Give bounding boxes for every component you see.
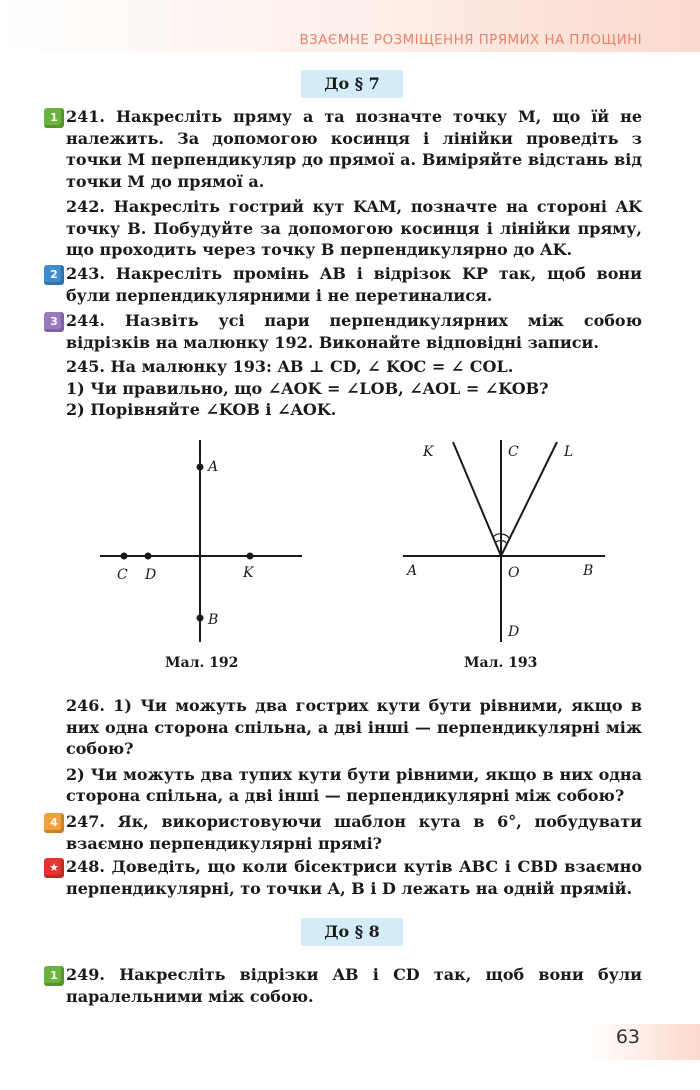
- problem-number: 246.: [66, 696, 105, 715]
- problem-number: 244.: [66, 311, 105, 330]
- chapter-title: ВЗАЄМНЕ РОЗМІЩЕННЯ ПРЯМИХ НА ПЛОЩИНІ: [299, 32, 642, 48]
- label-d: D: [508, 624, 520, 640]
- problem-line: 1) Чи правильно, що ∠AOK = ∠LOB, ∠AOL = ∠KOB?: [66, 378, 549, 398]
- point-k: [247, 553, 254, 560]
- figure-193: [395, 430, 615, 650]
- problem-243: [66, 263, 642, 306]
- label-l: L: [564, 444, 574, 460]
- problem-text: Доведіть, що коли бісектриси кутів ABC і CBD взаємно перпендикулярні, то точки A, B і D лежать на одній прямій.: [66, 857, 643, 898]
- problem-line: 2) Чи можуть два тупих кути бути рівними, якщо в них одна сторона спільна, а дві інші — перпендикулярні між собою?: [66, 764, 642, 805]
- problem-number: 243.: [66, 264, 105, 283]
- star-level-icon: ★: [44, 858, 64, 878]
- page-number-band: [590, 1024, 700, 1060]
- label-c: C: [508, 444, 519, 460]
- point-d: [145, 553, 152, 560]
- point-a: [197, 464, 204, 471]
- problem-248: [66, 856, 642, 899]
- difficulty-level-icon: 2: [44, 265, 64, 285]
- difficulty-level-icon: 3: [44, 312, 64, 332]
- problem-text: Назвіть усі пари перпендикулярних між собою відрізків на малюнку 192. Виконайте відповідні записи.: [66, 311, 643, 352]
- problem-text: Накресліть пряму a та позначте точку M, що їй не належить. За допомогою косинця і лінійки проведіть з точки M перпендикуляр до прямої a. Виміряйте відстань від точки M до прямої a.: [66, 107, 643, 191]
- label-a: A: [407, 563, 418, 579]
- difficulty-level-icon: 4: [44, 813, 64, 833]
- section-heading-8: До § 8: [301, 918, 403, 946]
- difficulty-level-icon: 1: [44, 966, 64, 986]
- problem-number: 242.: [66, 197, 105, 216]
- problem-text: Накресліть промінь AB і відрізок KP так, щоб вони були перпендикулярними і не перетиналися.: [66, 264, 642, 305]
- problem-number: 247.: [66, 812, 105, 831]
- problem-246: [66, 695, 642, 807]
- section-heading-7: До § 7: [301, 70, 403, 98]
- angle-arc-col: [501, 534, 509, 538]
- problem-245: [66, 356, 642, 421]
- label-b: B: [208, 612, 219, 628]
- problem-number: 249.: [66, 965, 105, 984]
- problem-text: Як, використовуючи шаблон кута в 6°, побудувати взаємно перпендикулярні прямі?: [66, 812, 642, 853]
- label-k: K: [243, 565, 254, 581]
- figure-192: [90, 430, 320, 650]
- problem-text: Накресліть відрізки AB і CD так, щоб вони були паралельними між собою.: [66, 965, 643, 1006]
- problem-line: 2) Порівняйте ∠KOB і ∠AOK.: [66, 400, 337, 419]
- angle-arc-koc: [493, 534, 501, 537]
- problem-number: 248.: [66, 857, 105, 876]
- label-k: K: [423, 444, 434, 460]
- problem-text: Накресліть гострий кут KAM, позначте на стороні AK точку B. Побудуйте за допомогою косинця і лінійки пряму, що проходить через точку B перпендикулярно до AK.: [66, 197, 643, 259]
- problem-249: [66, 964, 642, 1007]
- figure-193-caption: Мал. 193: [464, 655, 538, 671]
- figure-192-caption: Мал. 192: [165, 655, 239, 671]
- page-number: 63: [615, 1026, 640, 1048]
- problem-number: 241.: [66, 107, 105, 126]
- problem-line: 1) Чи можуть два гострих кути бути рівними, якщо в них одна сторона спільна, а дві інші — перпендикулярні між собою?: [66, 696, 642, 758]
- problem-244: [66, 310, 642, 353]
- problem-247: [66, 811, 642, 854]
- problem-242: [66, 196, 642, 261]
- label-b: B: [583, 563, 594, 579]
- point-b: [197, 615, 204, 622]
- label-c: C: [117, 567, 128, 583]
- label-o: O: [508, 565, 520, 581]
- problem-number: 245.: [66, 357, 105, 376]
- problem-line: На малюнку 193: AB ⊥ CD, ∠ KOC = ∠ COL.: [110, 357, 514, 376]
- problem-241: [66, 106, 642, 192]
- label-d: D: [145, 567, 157, 583]
- difficulty-level-icon: 1: [44, 108, 64, 128]
- label-a: A: [208, 459, 219, 475]
- ray-ok: [453, 442, 501, 556]
- point-c: [121, 553, 128, 560]
